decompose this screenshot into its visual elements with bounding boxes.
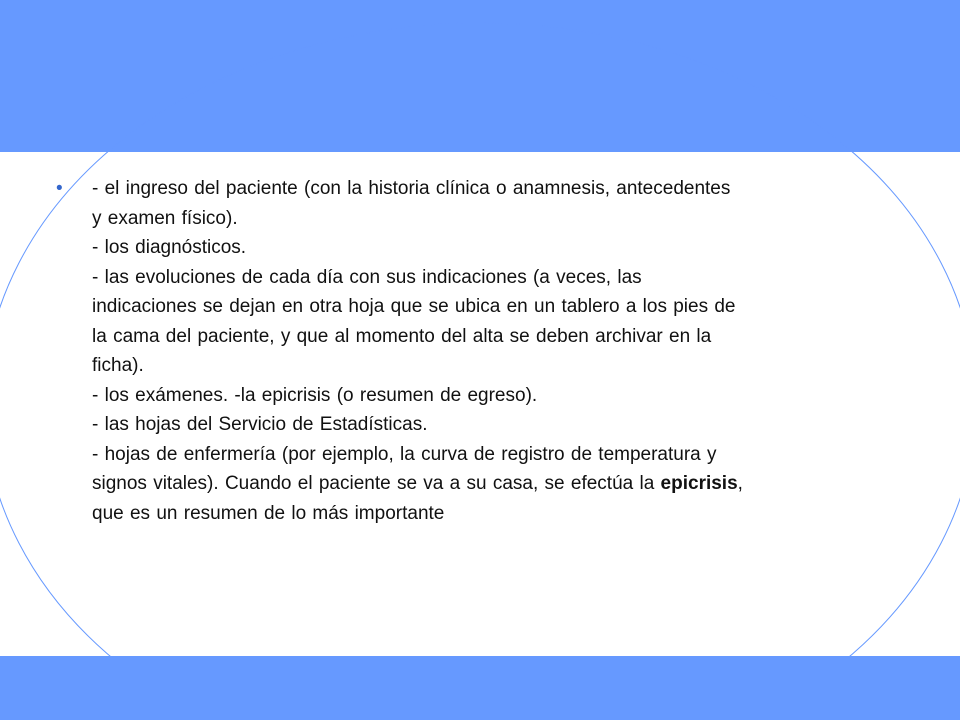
bold-term-epicrisis: epicrisis <box>660 473 738 494</box>
text-segment: , <box>737 473 743 494</box>
text-line: - hojas de enfermería (por ejemplo, la curva de registro de temperatura y <box>92 443 717 465</box>
text-line: ficha). <box>92 355 144 376</box>
bullet-text <box>92 174 906 528</box>
text-line: - los exámenes. -la epicrisis (o resumen de egreso). <box>92 384 538 406</box>
text-line: - las evoluciones de cada día con sus indicaciones (a veces, las <box>92 266 642 288</box>
bullet-list <box>56 174 906 528</box>
bullet-icon: • <box>56 178 63 199</box>
text-line: - el ingreso del paciente (con la historia clínica o anamnesis, antecedentes <box>92 178 731 199</box>
text-segment: signos vitales). Cuando el paciente se va a su casa, se efectúa la <box>92 473 661 494</box>
text-line: la cama del paciente, y que al momento del alta se deben archivar en la <box>92 325 712 347</box>
text-line: que es un resumen de lo más importante <box>92 502 445 524</box>
text-line-with-bold <box>92 469 906 499</box>
text-line: y examen físico). <box>92 207 238 229</box>
text-line: indicaciones se dejan en otra hoja que se ubica en un tablero a los pies de <box>92 296 736 317</box>
text-line: - las hojas del Servicio de Estadísticas. <box>92 414 428 435</box>
bottom-band <box>0 656 960 720</box>
text-line: - los diagnósticos. <box>92 237 247 258</box>
